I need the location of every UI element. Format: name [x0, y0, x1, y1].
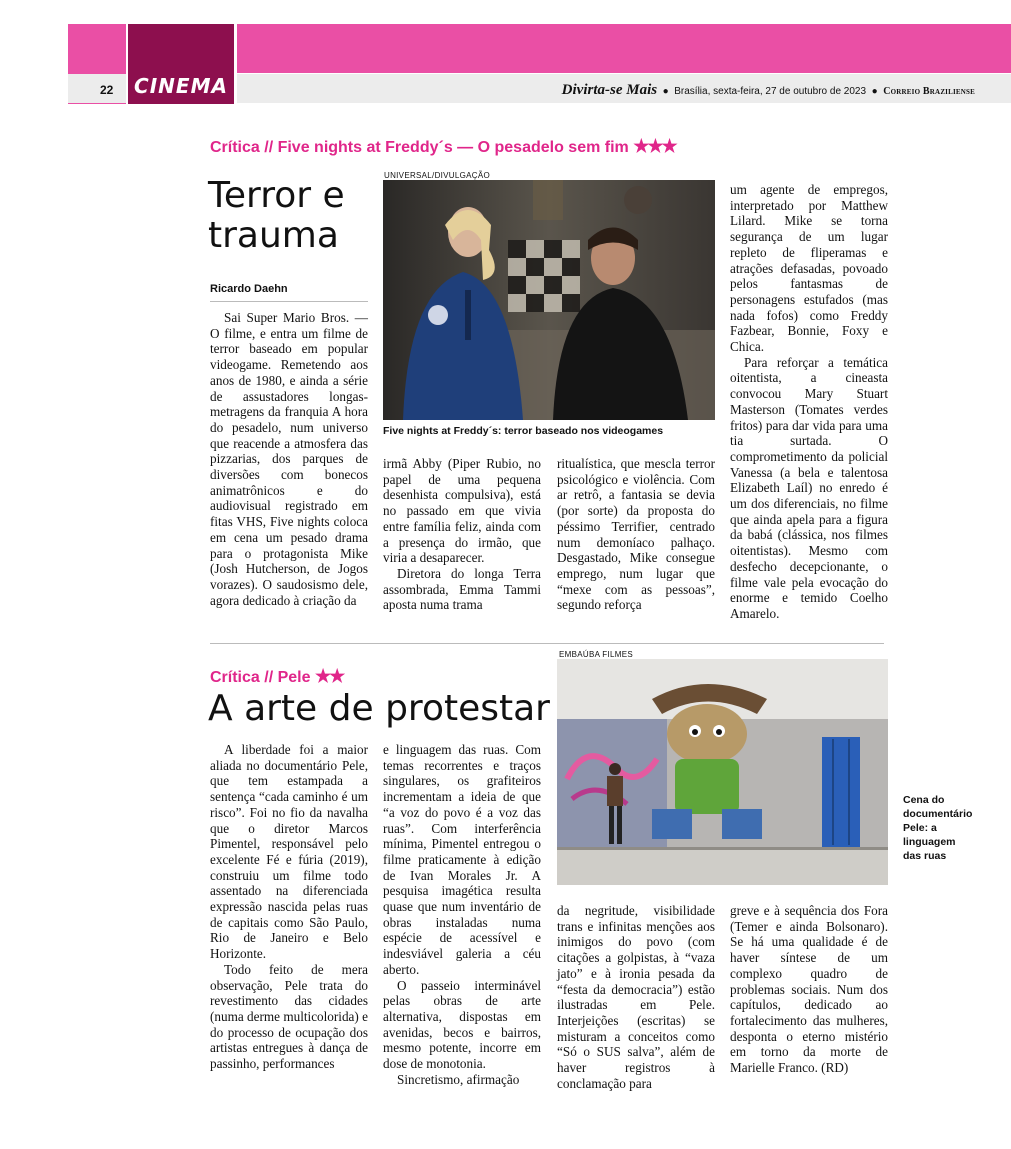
review2-col1-p1: A liberdade foi a maior aliada no documentário Pele, que tem estampada a sentença “cada caminho é um risco”. Foi no fio da navalha que o diretor Marcos Pimentel, responsável pelo excelente Fé e fúria (2019), construiu um filme todo assentado na diferenciada expressão nascida pelas ruas de capitais como São Paulo, Rio de Janeiro e Belo Horizonte.: [210, 742, 368, 962]
photo-five-nights: [383, 180, 715, 420]
photo2-caption: [903, 793, 993, 863]
folio-bullet: ●: [659, 86, 672, 97]
review2-headline: A arte de protestar: [208, 688, 550, 729]
folio-bar-left: [68, 74, 126, 103]
photo2-credit: EMBAÚBA FILMES: [559, 650, 633, 659]
photo1-credit: UNIVERSAL/DIVULGAÇÃO: [384, 171, 491, 180]
review1-column-4: [730, 182, 888, 622]
review1-col3-text: ritualística, que mescla terror psicológico e violência. Com ar retrô, a fantasia se devia (por sorte) da proposta do péssimo Terrifier, centrado num demoníaco palhaço. Desgastado, Mike consegue emprego, num lugar que “mexe com as pessoas”, segundo reforça: [557, 456, 715, 613]
review2-col2-p2: O passeio interminável pelas obras de arte alternativa, dispostas em avenidas, becos e bairros, mesmo potente, incorre em dose de monotonia.: [383, 977, 541, 1072]
review1-kicker-text: Crítica // Five nights at Freddy´s — O pesadelo sem fim: [210, 139, 629, 156]
review1-col2-p1: irmã Abby (Piper Rubio, no papel de uma pequena desenhista compulsiva), está no passado em que vivia entre família feliz, ainda com a presença do irmão, que viria a desaparecer.: [383, 456, 541, 566]
review2-col3-text: da negritude, visibilidade trans e infinitas menções aos inimigos do povo (com citações a golpistas, à “vaza jato” e à ironia pesada da “festa da democracia”) estão ilustradas em Pele. Interjeições (escritas) se misturam a conceitos como “Só o SUS salva”, além de haver registros à conclamação para: [557, 903, 715, 1091]
photo-five-nights-illustration: [383, 180, 715, 420]
supplement-name: Divirta-se Mais: [561, 82, 658, 98]
review1-column-1: [210, 310, 368, 608]
review2-column-3: [557, 903, 715, 1091]
folio: [562, 82, 975, 99]
byline-rule: [210, 301, 368, 302]
photo2-caption-line3: Pele: a: [903, 822, 937, 834]
review1-headline: [208, 176, 345, 256]
page-number: 22: [100, 83, 114, 97]
review1-col1-text: Sai Super Mario Bros. — O filme, e entra um filme de terror baseado em popular videogame. Remetendo aos anos de 1980, e ainda a série de assustadores longas-metragens da franquia A hora do pesadelo, num universo que reacende a atmosfera das pizzarias, dos parques de diversões com bonecos animatrônicos e do audiovisual registrado em fitas VHS, Five nights coloca em cena um pesado drama para o protagonista Mike (Josh Hutcherson, de Jogos vorazes). O saudosismo dele, agora dedicado à criação da: [210, 310, 368, 608]
section-gap: [234, 24, 237, 74]
review2-col1-p2: Todo feito de mera observação, Pele trata do revestimento das cidades (numa derme multicolorida) e do processo de ocupação dos artistas entregues à dança de passinho, performances: [210, 961, 368, 1072]
review2-col2-p3: Sincretismo, afirmação: [397, 1071, 520, 1087]
folio-bullet-2: ●: [868, 86, 881, 97]
review2-column-1: [210, 742, 368, 1072]
photo2-caption-line5: das ruas: [903, 850, 947, 862]
dateline: Brasília, sexta-feira, 27 de outubro de 2023: [674, 86, 867, 97]
photo2-caption-line2: documentário: [903, 808, 973, 820]
review1-column-2: [383, 456, 541, 613]
review1-col4-p1: um agente de empregos, interpretado por Matthew Lilard. Mike se torna segurança de um lugar repleto de fliperamas e atrações defasadas, povoado pelos fantasmas de personagens estufados (mas nada fofos) como Freddy Fazbear, Bonnie, Foxy e Chica.: [730, 182, 888, 355]
newspaper-name: Correio Braziliense: [883, 86, 975, 97]
section-name: CINEMA: [134, 74, 228, 98]
review2-column-4: [730, 903, 888, 1076]
photo-pele-illustration: [557, 659, 888, 885]
review2-col4-text: greve e à sequência dos Fora (Temer e ainda Bolsonaro). Se há uma qualidade é de haver síntese de um complexo quadro de problemas sociais. Num dos capítulos, dedicado ao fortalecimento das mulheres, desponta o eterno mistério em torno da morte de Marielle Franco. (RD): [730, 903, 888, 1076]
byline: Ricardo Daehn: [210, 283, 288, 295]
review2-col2-p1: e linguagem das ruas. Com temas recorrentes e traços singulares, os grafiteiros incrementam a ideia de que “a voz do povo é a voz das ruas”. Com interferência mínima, Pimentel entregou o filme praticamente à edição de Ivan Morales Jr. A pesquisa imagética resulta quase que num inventário de obras instaladas numa espécie de acessível e indesviável galeria a céu aberto.: [383, 742, 541, 977]
review1-col2-p2: Diretora do longa Terra assombrada, Emma Tammi aposta numa trama: [383, 565, 541, 613]
photo2-caption-line4: linguagem: [903, 836, 956, 848]
section-divider: [210, 643, 884, 644]
review2-column-2: [383, 742, 541, 1087]
review1-kicker: [210, 136, 676, 157]
review2-kicker-text: Crítica // Pele: [210, 669, 311, 686]
review1-stars: ★★★: [633, 136, 676, 156]
review1-col4-p2: Para reforçar a temática oitentista, a cineasta convocou Mary Stuart Masterson (Tomates verdes fritos) para dar vida para uma tia surtada. O comprometimento da policial Vanessa (a bela e talentosa Elizabeth Laíl) no enredo é um dos diferenciais, no filme que ainda apela para a figura da babá (clássica, nos filmes oitentistas). Mesmo com desfecho decepcionante, o filme vale pela evocação do enorme e temido Coelho Amarelo.: [730, 354, 888, 621]
photo1-caption: Five nights at Freddy´s: terror baseado nos videogames: [383, 425, 664, 437]
review1-column-3: [557, 456, 715, 613]
review2-stars: ★★: [314, 666, 344, 686]
review1-headline-line1: Terror e: [208, 175, 345, 216]
photo-pele: [557, 659, 888, 885]
photo2-caption-line1: Cena do: [903, 794, 945, 806]
review1-headline-line2: trauma: [208, 215, 339, 256]
review2-kicker: [210, 666, 343, 687]
